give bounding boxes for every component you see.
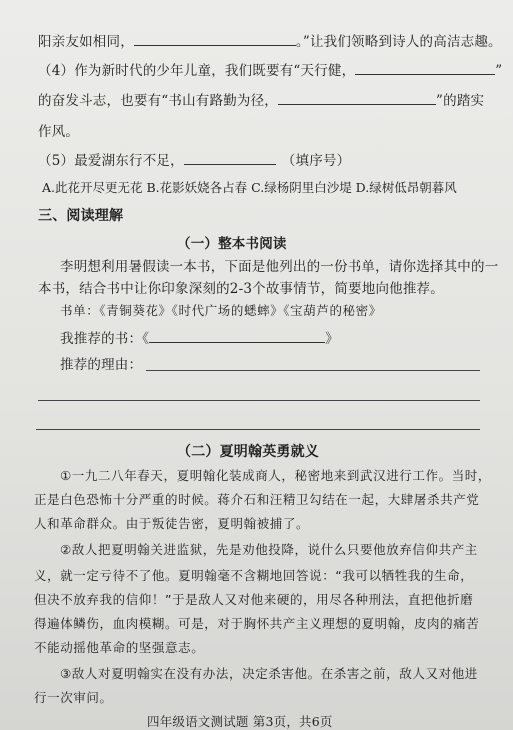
part-1-intro-line-2: 本书，结合书中让你印象深刻的2-3个故事情节，简要地向他推荐。 — [38, 281, 444, 297]
q4-answer-blank-1[interactable] — [355, 74, 495, 75]
reason-answer-line-2[interactable] — [38, 400, 480, 401]
p1-line-3: 人和革命群众。由于叛徒告密，夏明翰被捕了。 — [34, 516, 310, 531]
p1-line-2: 正是白色恐怖十分严重的时候。蒋介石和汪精卫勾结在一起，大肆屠杀共产党 — [34, 492, 480, 507]
p2-line-4: 得遍体鳞伤，血肉模糊。可是，对于胸怀共产主义理想的夏明翰，皮肉的痛苦 — [34, 616, 480, 631]
recommend-book-line — [60, 327, 339, 347]
p2-line-3: 但决不放弃我的信仰！”于是敌人又对他来硬的，用尽各种刑法，直把他折磨 — [34, 592, 474, 607]
part-1-intro-line-1: 李明想利用暑假读一本书，下面是他列出的一份书单，请你选择其中的一 — [60, 259, 499, 275]
q4-line2-prefix: 的奋发斗志，也要有“书山有路勤为径， — [38, 93, 279, 109]
reason-answer-line-3[interactable] — [36, 429, 480, 430]
q3-answer-blank[interactable] — [134, 45, 296, 46]
q5-suffix: （填序号） — [281, 153, 351, 169]
q4-line-3: 作风。 — [38, 124, 80, 140]
part-2-title: （二）夏明翰英勇就义 — [177, 444, 319, 460]
page-footer: 四年级语文测试题 第3页，共6页 — [147, 714, 333, 729]
q5-prefix: （5）最爱湖东行不足， — [38, 153, 184, 169]
q5-line — [38, 149, 350, 169]
p2-line-1: ②敌人把夏明翰关进监狱，先是劝他投降，说什么只要他放弃信仰共产主 — [60, 542, 478, 557]
p2-line-2: 义，就一定亏待不了他。夏明翰毫不含糊地回答说：“我可以牺牲我的生命， — [34, 568, 474, 583]
q3-end-line — [38, 30, 502, 50]
recommend-book-close: 》 — [325, 331, 339, 347]
q4-line1-prefix: （4）作为新时代的少年儿童，我们既要有“天行健， — [38, 63, 356, 79]
q4-line-2 — [38, 89, 484, 109]
q4-line2-suffix: ”的踏实 — [436, 93, 485, 109]
p1-line-1: ①一九二八年春天，夏明翰化装成商人，秘密地来到武汉进行工作。当时， — [60, 468, 492, 483]
q4-line1-suffix: ” — [495, 63, 503, 79]
p3-line-2: 行一次审问。 — [34, 690, 113, 705]
q4-answer-blank-2[interactable] — [278, 104, 436, 105]
part-1-title: （一）整本书阅读 — [177, 236, 287, 252]
p2-line-5: 不能动摇他革命的坚强意志。 — [34, 640, 205, 655]
reason-answer-line-1[interactable] — [146, 370, 480, 371]
q3-end-suffix: 。”让我们领略到诗人的高洁志趣。 — [295, 34, 502, 50]
p3-line-1: ③敌人对夏明翰实在没有办法，决定杀害他。在杀害之前，敌人又对他进 — [60, 666, 478, 681]
section-3-title: 三、阅读理解 — [38, 208, 124, 224]
recommend-book-blank[interactable] — [149, 342, 325, 343]
q4-line-1 — [38, 59, 502, 79]
book-list: 书单：《青铜葵花》《时代广场的蟋蟀》《宝葫芦的秘密》 — [60, 303, 382, 318]
recommend-reason-label: 推荐的理由： — [60, 357, 143, 373]
q5-options: A.此花开尽更无花 B.花影妖娆各占春 C.绿杨阴里白沙堤 D.绿树低昂朝暮风 — [42, 180, 457, 195]
recommend-book-label: 我推荐的书：《 — [60, 331, 150, 347]
q3-end-prefix: 阳亲友如相同， — [38, 34, 134, 50]
q5-answer-blank[interactable] — [184, 164, 276, 165]
